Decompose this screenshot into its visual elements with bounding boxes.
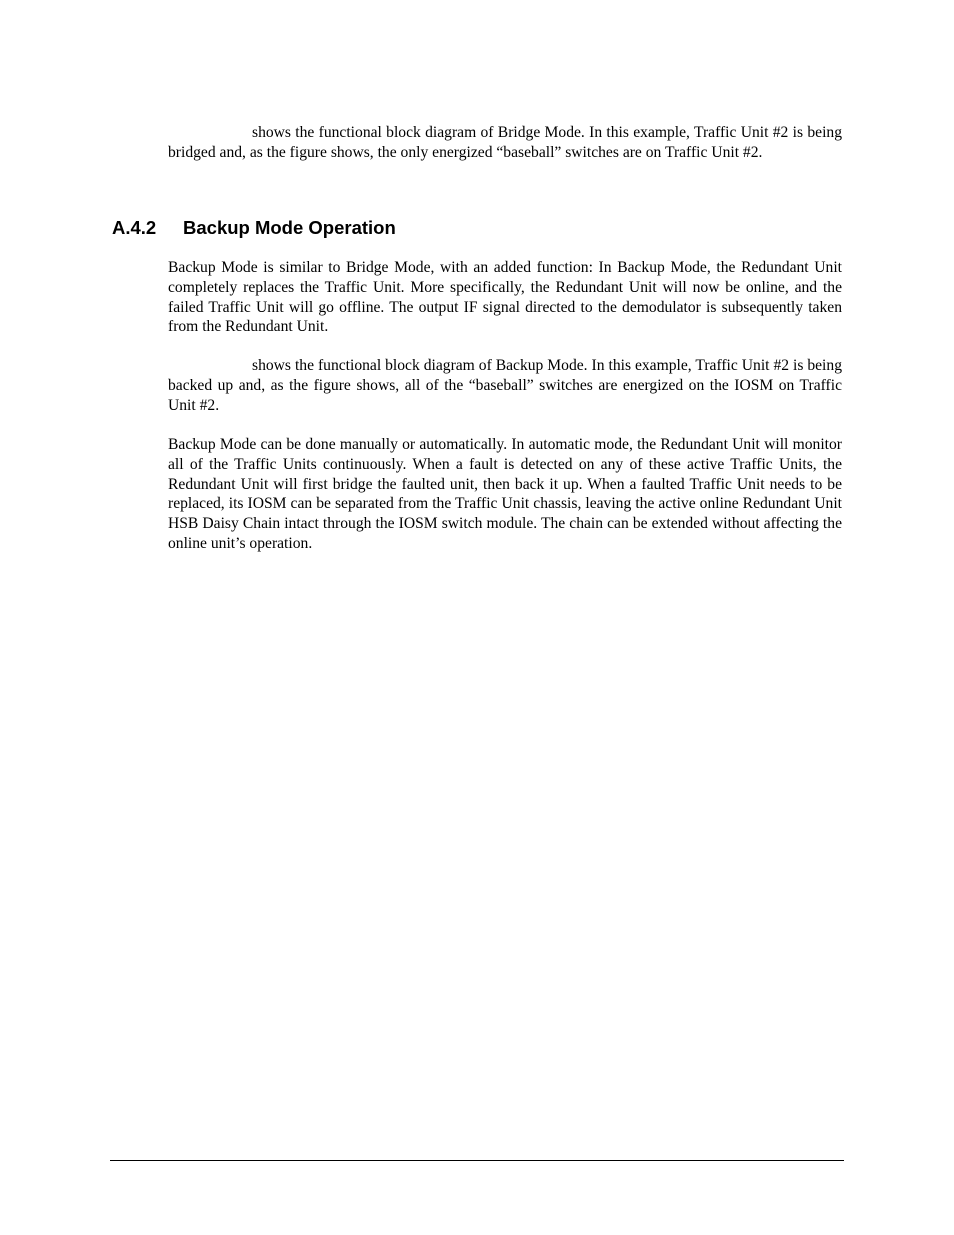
section-title: Backup Mode Operation: [183, 217, 396, 238]
paragraph-bridge-mode-text: shows the functional block diagram of Bridge Mode. In this example, Traffic Unit #2 is being bridged and, as the figure shows, the only energized “baseball” switches are on Traffic Unit #2.: [168, 124, 842, 161]
section-number: A.4.2: [112, 217, 157, 238]
section-heading: [112, 216, 396, 240]
footer-divider: [110, 1160, 844, 1161]
paragraph-backup-mode-figure: [168, 356, 842, 415]
paragraph-bridge-mode-figure: [168, 123, 842, 163]
paragraph-backup-mode-operation: Backup Mode can be done manually or automatically. In automatic mode, the Redundant Unit will monitor all of the Traffic Units continuously. When a fault is detected on any of these active Traffic Units, the Redundant Unit will first bridge the faulted unit, then back it up. When a faulted Traffic Unit needs to be replaced, its IOSM can be separated from the Traffic Unit chassis, leaving the active online Redundant Unit HSB Daisy Chain intact through the IOSM switch module. The chain can be extended without affecting the online unit’s operation.: [168, 436, 842, 552]
paragraph-backup-mode-intro: Backup Mode is similar to Bridge Mode, with an added function: In Backup Mode, the Redundant Unit completely replaces the Traffic Unit. More specifically, the Redundant Unit will now be online, and the failed Traffic Unit will go offline. The output IF signal directed to the demodulator is subsequently taken from the Redundant Unit.: [168, 259, 842, 336]
paragraph-backup-mode-figure-text: shows the functional block diagram of Backup Mode. In this example, Traffic Unit #2 is being backed up and, as the figure shows, all of the “baseball” switches are energized on the IOSM on Traffic Unit #2.: [168, 357, 842, 414]
